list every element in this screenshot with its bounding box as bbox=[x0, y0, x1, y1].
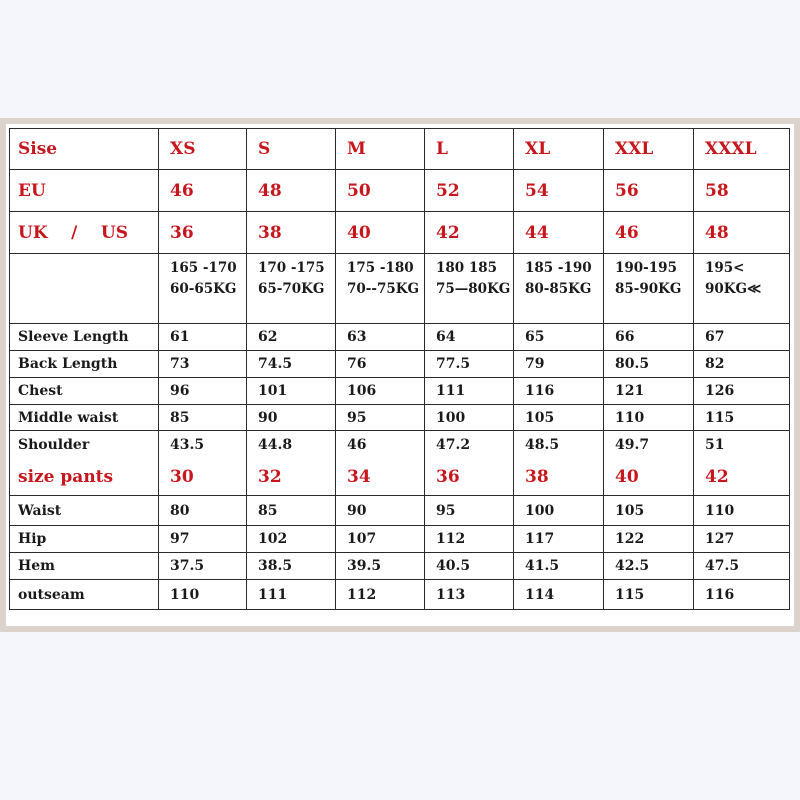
jacket-row-cell: 95 bbox=[336, 405, 425, 431]
size-header-cell: XL bbox=[514, 128, 604, 170]
weight-range: 85-90KG bbox=[615, 281, 682, 297]
jacket-row-cell: 100 bbox=[425, 405, 514, 431]
jacket-row-cell: 121 bbox=[604, 378, 694, 405]
ukus-row-cell: 38 bbox=[247, 212, 336, 254]
pants-header-cell: 40 bbox=[604, 458, 694, 496]
jacket-row-cell: 80.5 bbox=[604, 351, 694, 378]
pants-header-cell: 42 bbox=[694, 458, 790, 496]
size-header-cell: XXXL bbox=[694, 128, 790, 170]
pants-row-cell: 100 bbox=[514, 496, 604, 526]
pants-row-cell: 42.5 bbox=[604, 553, 694, 580]
pants-row-cell: 112 bbox=[425, 526, 514, 553]
size-header-cell: L bbox=[425, 128, 514, 170]
jacket-row-cell: 66 bbox=[604, 324, 694, 351]
pants-row-label: Hip bbox=[9, 526, 159, 553]
weight-range: 70--75KG bbox=[347, 281, 420, 297]
weight-range: 90KG≪ bbox=[705, 281, 762, 297]
jacket-row-label: Chest bbox=[9, 378, 159, 405]
eu-row-cell: 48 bbox=[247, 170, 336, 212]
weight-range: 60-65KG bbox=[170, 281, 237, 297]
pants-header-label: size pants bbox=[9, 458, 159, 496]
jacket-row-cell: 48.5 bbox=[514, 431, 604, 458]
height-weight-cell bbox=[425, 254, 514, 324]
pants-row-cell: 116 bbox=[694, 580, 790, 610]
pants-row-label: Waist bbox=[9, 496, 159, 526]
ukus-us-text: US bbox=[100, 222, 128, 243]
jacket-row-cell: 82 bbox=[694, 351, 790, 378]
jacket-row-cell: 73 bbox=[159, 351, 247, 378]
weight-range: 65-70KG bbox=[258, 281, 325, 297]
pants-row-cell: 39.5 bbox=[336, 553, 425, 580]
ukus-row-cell: 42 bbox=[425, 212, 514, 254]
jacket-row-cell: 64 bbox=[425, 324, 514, 351]
size-header-cell: M bbox=[336, 128, 425, 170]
jacket-row-cell: 43.5 bbox=[159, 431, 247, 458]
height-weight-cell bbox=[247, 254, 336, 324]
height-weight-cell bbox=[604, 254, 694, 324]
jacket-row-cell: 77.5 bbox=[425, 351, 514, 378]
pants-header-cell: 38 bbox=[514, 458, 604, 496]
ukus-row-cell: 36 bbox=[159, 212, 247, 254]
pants-row-cell: 97 bbox=[159, 526, 247, 553]
height-weight-cell bbox=[694, 254, 790, 324]
eu-row-cell: 46 bbox=[159, 170, 247, 212]
size-chart-sheet bbox=[6, 124, 794, 626]
jacket-row-cell: 51 bbox=[694, 431, 790, 458]
jacket-row-cell: 105 bbox=[514, 405, 604, 431]
height-range: 190-195 bbox=[615, 260, 677, 276]
ukus-sep-text: / bbox=[71, 222, 78, 243]
jacket-row-cell: 85 bbox=[159, 405, 247, 431]
size-header-label: Sise bbox=[9, 128, 159, 170]
ukus-label-group bbox=[18, 223, 128, 243]
ukus-row-cell: 48 bbox=[694, 212, 790, 254]
jacket-row-cell: 61 bbox=[159, 324, 247, 351]
jacket-row-cell: 115 bbox=[694, 405, 790, 431]
size-chart-frame bbox=[0, 118, 800, 632]
height-range: 170 -175 bbox=[258, 260, 325, 276]
size-chart-table bbox=[9, 128, 790, 610]
pants-row-cell: 107 bbox=[336, 526, 425, 553]
height-weight-cell bbox=[514, 254, 604, 324]
jacket-row-cell: 67 bbox=[694, 324, 790, 351]
pants-header-cell: 32 bbox=[247, 458, 336, 496]
height-range: 195< bbox=[705, 260, 745, 276]
pants-row-cell: 122 bbox=[604, 526, 694, 553]
jacket-row-cell: 106 bbox=[336, 378, 425, 405]
eu-row-cell: 56 bbox=[604, 170, 694, 212]
pants-header-cell: 34 bbox=[336, 458, 425, 496]
ukus-row-label bbox=[9, 212, 159, 254]
height-weight-cell bbox=[336, 254, 425, 324]
jacket-row-cell: 49.7 bbox=[604, 431, 694, 458]
height-weight-cell bbox=[159, 254, 247, 324]
jacket-row-cell: 110 bbox=[604, 405, 694, 431]
eu-row-label: EU bbox=[9, 170, 159, 212]
pants-row-cell: 85 bbox=[247, 496, 336, 526]
size-header-cell: S bbox=[247, 128, 336, 170]
height-range: 165 -170 bbox=[170, 260, 237, 276]
jacket-row-cell: 65 bbox=[514, 324, 604, 351]
jacket-row-cell: 90 bbox=[247, 405, 336, 431]
pants-row-cell: 113 bbox=[425, 580, 514, 610]
eu-row-cell: 58 bbox=[694, 170, 790, 212]
height-weight-label bbox=[9, 254, 159, 324]
size-header-cell: XS bbox=[159, 128, 247, 170]
eu-row-cell: 52 bbox=[425, 170, 514, 212]
jacket-row-cell: 111 bbox=[425, 378, 514, 405]
pants-header-cell: 36 bbox=[425, 458, 514, 496]
pants-row-cell: 111 bbox=[247, 580, 336, 610]
pants-row-cell: 37.5 bbox=[159, 553, 247, 580]
pants-header-cell: 30 bbox=[159, 458, 247, 496]
pants-row-label: outseam bbox=[9, 580, 159, 610]
ukus-row-cell: 44 bbox=[514, 212, 604, 254]
jacket-row-cell: 126 bbox=[694, 378, 790, 405]
pants-row-cell: 41.5 bbox=[514, 553, 604, 580]
eu-row-cell: 54 bbox=[514, 170, 604, 212]
jacket-row-label: Middle waist bbox=[9, 405, 159, 431]
pants-row-cell: 110 bbox=[159, 580, 247, 610]
ukus-row-cell: 46 bbox=[604, 212, 694, 254]
size-header-cell: XXL bbox=[604, 128, 694, 170]
pants-row-cell: 117 bbox=[514, 526, 604, 553]
ukus-uk-text: UK bbox=[18, 222, 48, 243]
pants-row-cell: 95 bbox=[425, 496, 514, 526]
pants-row-cell: 110 bbox=[694, 496, 790, 526]
weight-range: 80-85KG bbox=[525, 281, 592, 297]
jacket-row-cell: 116 bbox=[514, 378, 604, 405]
pants-row-cell: 38.5 bbox=[247, 553, 336, 580]
jacket-row-cell: 62 bbox=[247, 324, 336, 351]
jacket-row-cell: 47.2 bbox=[425, 431, 514, 458]
jacket-row-cell: 76 bbox=[336, 351, 425, 378]
pants-row-label: Hem bbox=[9, 553, 159, 580]
ukus-row-cell: 40 bbox=[336, 212, 425, 254]
pants-row-cell: 112 bbox=[336, 580, 425, 610]
jacket-row-cell: 74.5 bbox=[247, 351, 336, 378]
jacket-row-cell: 96 bbox=[159, 378, 247, 405]
jacket-row-cell: 44.8 bbox=[247, 431, 336, 458]
pants-row-cell: 105 bbox=[604, 496, 694, 526]
jacket-row-cell: 63 bbox=[336, 324, 425, 351]
jacket-row-cell: 101 bbox=[247, 378, 336, 405]
pants-row-cell: 115 bbox=[604, 580, 694, 610]
jacket-row-cell: 79 bbox=[514, 351, 604, 378]
pants-row-cell: 40.5 bbox=[425, 553, 514, 580]
height-range: 185 -190 bbox=[525, 260, 592, 276]
height-range: 180 185 bbox=[436, 260, 498, 276]
pants-row-cell: 102 bbox=[247, 526, 336, 553]
eu-row-cell: 50 bbox=[336, 170, 425, 212]
height-range: 175 -180 bbox=[347, 260, 414, 276]
jacket-row-label: Sleeve Length bbox=[9, 324, 159, 351]
jacket-row-label: Shoulder bbox=[9, 431, 159, 458]
pants-row-cell: 47.5 bbox=[694, 553, 790, 580]
pants-row-cell: 114 bbox=[514, 580, 604, 610]
pants-row-cell: 80 bbox=[159, 496, 247, 526]
jacket-row-label: Back Length bbox=[9, 351, 159, 378]
weight-range: 75—80KG bbox=[436, 281, 511, 297]
pants-row-cell: 90 bbox=[336, 496, 425, 526]
pants-row-cell: 127 bbox=[694, 526, 790, 553]
jacket-row-cell: 46 bbox=[336, 431, 425, 458]
